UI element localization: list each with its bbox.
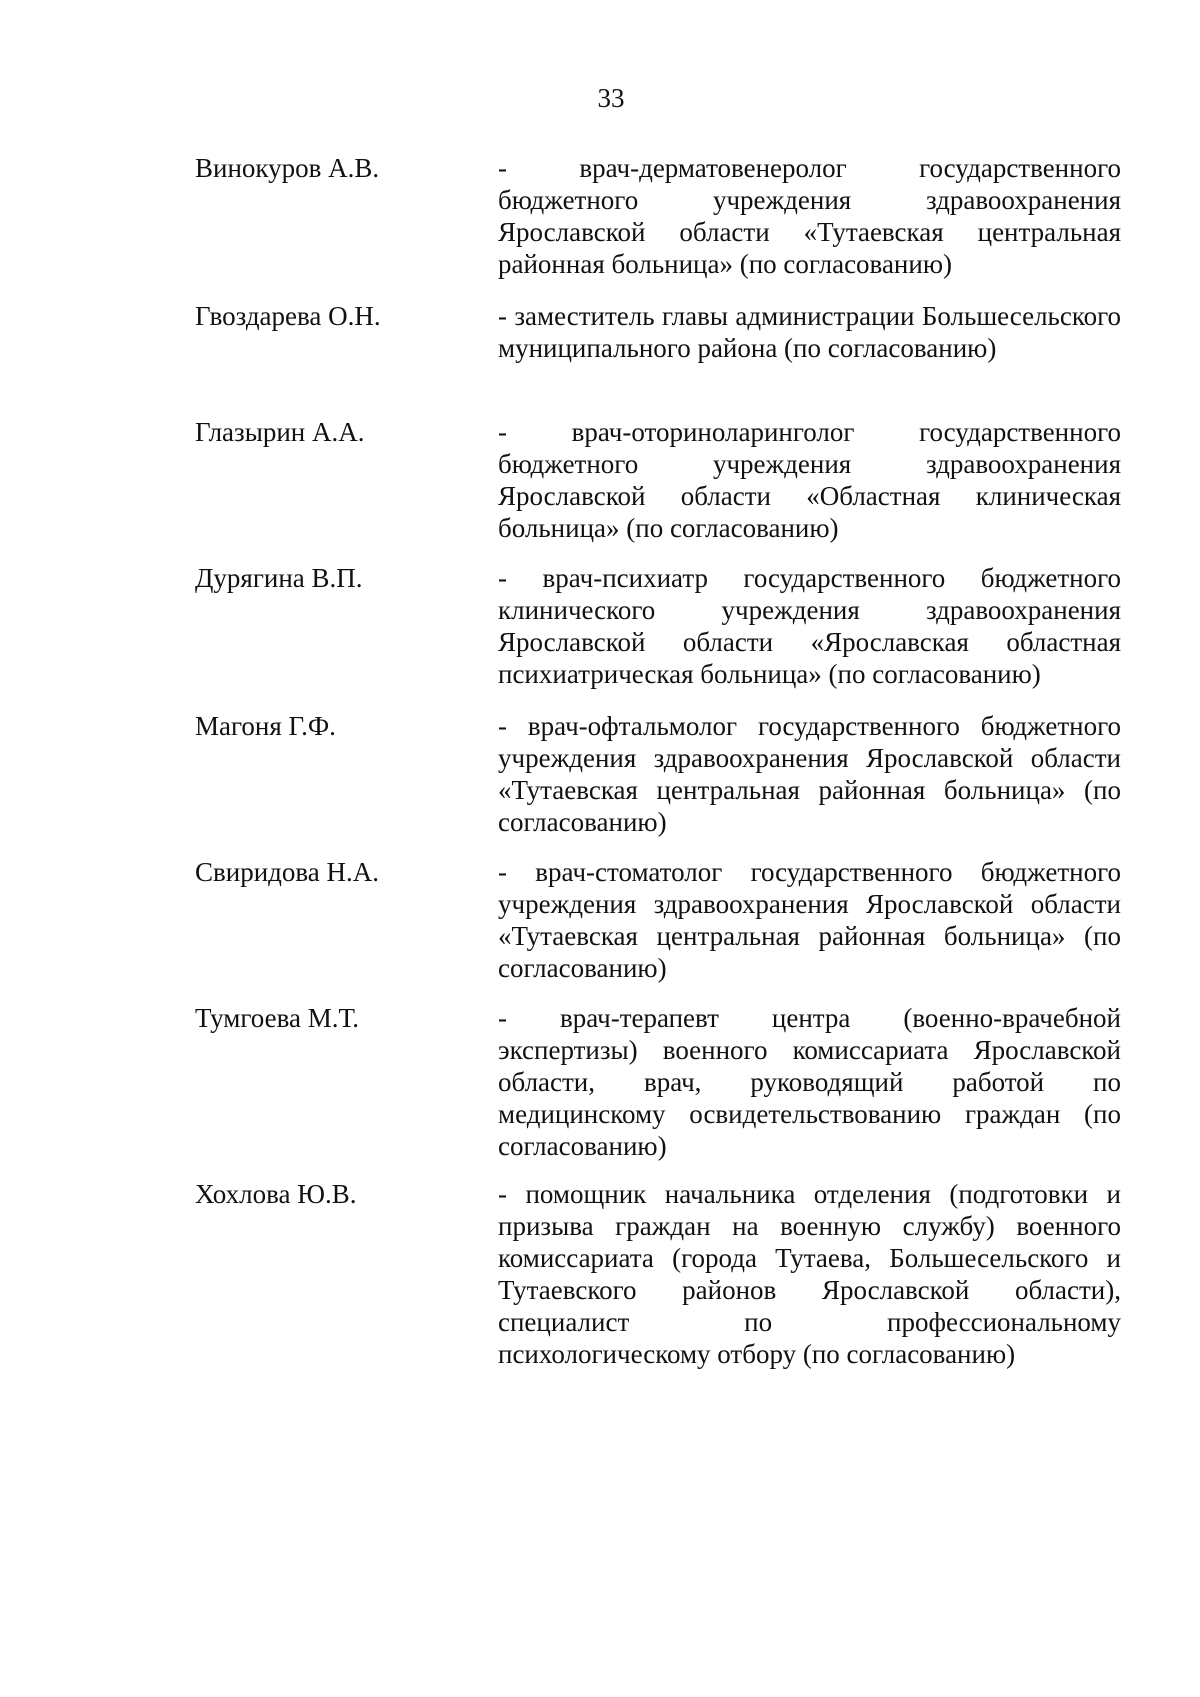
member-entry [195,562,1121,690]
member-role: - врач-стоматолог государственного бюджетного учреждения здравоохранения Ярославской области «Тутаевская центральная районная больница» (по согласованию) [498,857,1121,983]
member-name: Дурягина В.П. [195,563,363,593]
member-name: Свиридова Н.А. [195,857,380,887]
member-role: - заместитель главы администрации Большесельского муниципального района (по согласованию) [498,301,1121,363]
member-role: - врач-оториноларинголог государственного бюджетного учреждения здравоохранения Ярославской области «Областная клиническая больница» (по согласованию) [498,417,1121,543]
member-entry [195,1002,1121,1162]
member-role: - врач-терапевт центра (военно-врачебной экспертизы) военного комиссариата Ярославской области, врач, руководящий работой по медицинскому освидетельствованию граждан (по согласованию) [498,1003,1121,1161]
member-name: Хохлова Ю.В. [195,1179,357,1209]
member-role: - врач-дерматовенеролог государственного бюджетного учреждения здравоохранения Ярославской области «Тутаевская центральная районная больница» (по согласованию) [498,153,1121,279]
member-name: Магоня Г.Ф. [195,711,336,741]
member-name: Винокуров А.В. [195,153,380,183]
member-entry [195,856,1121,984]
member-role: - помощник начальника отделения (подготовки и призыва граждан на военную службу) военного комиссариата (города Тутаева, Большесельского и Тутаевского районов Ярославской области), специалист по профессиональному психологическому отбору (по согласованию) [498,1179,1121,1369]
member-entry [195,300,1121,364]
member-entry [195,710,1121,838]
member-name: Глазырин А.А. [195,417,365,447]
member-entry [195,416,1121,544]
member-name: Тумгоева М.Т. [195,1003,360,1033]
member-role: - врач-психиатр государственного бюджетного клинического учреждения здравоохранения Ярославской области «Ярославская областная психиатрическая больница» (по согласованию) [498,563,1121,689]
member-entry [195,152,1121,280]
member-name: Гвоздарева О.Н. [195,301,381,331]
member-role: - врач-офтальмолог государственного бюджетного учреждения здравоохранения Ярославской области «Тутаевская центральная районная больница» (по согласованию) [498,711,1121,837]
member-entry [195,1178,1121,1370]
page-number: 33 [597,83,625,113]
